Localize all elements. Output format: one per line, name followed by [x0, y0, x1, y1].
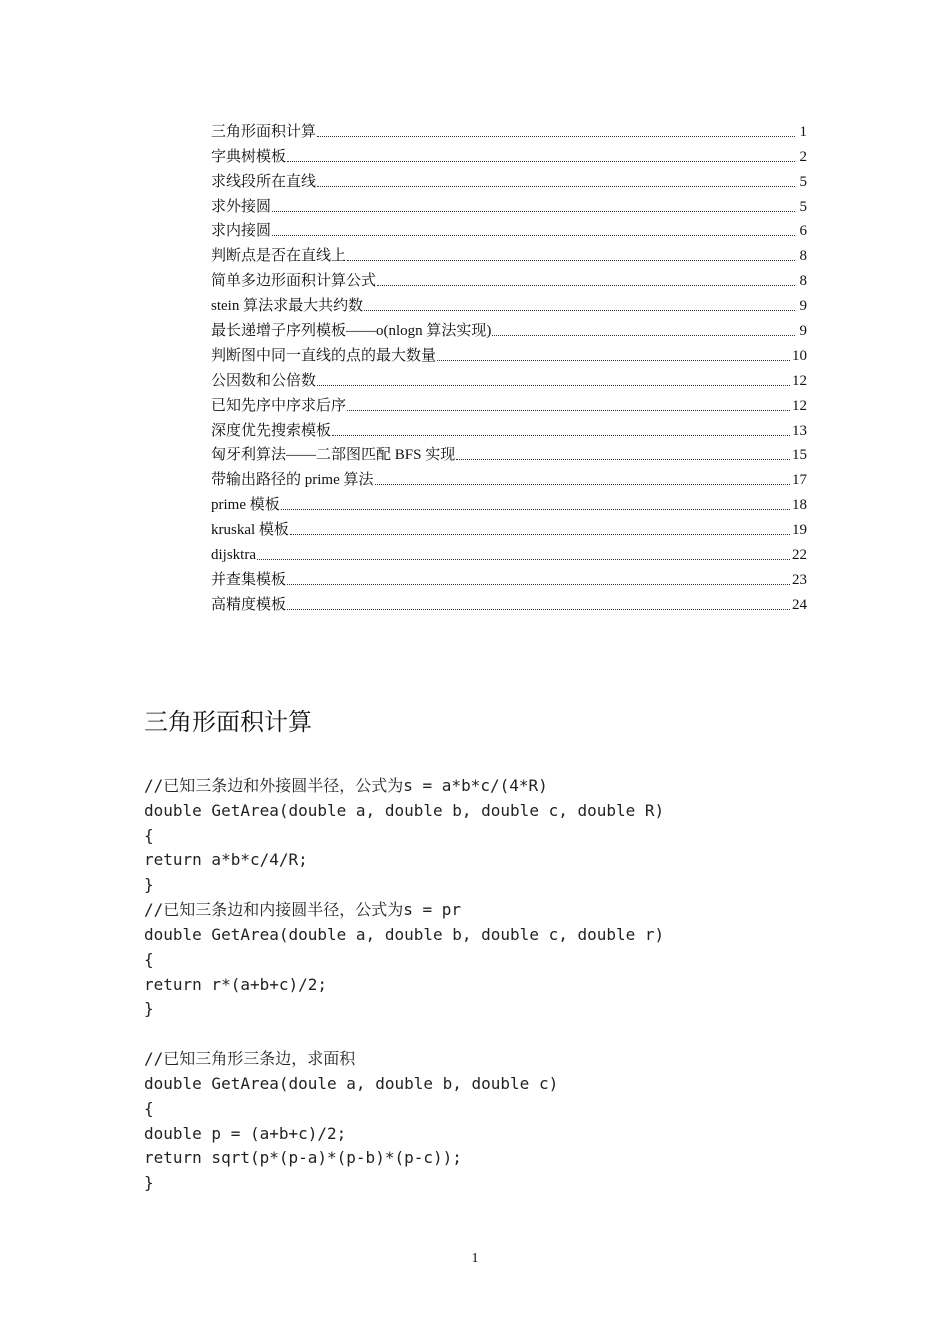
- toc-entry-page: 2: [799, 148, 807, 165]
- toc-entry-page: 5: [799, 198, 807, 215]
- toc-entry[interactable]: [211, 489, 807, 514]
- toc-dot-leader: [364, 310, 795, 311]
- toc-dot-leader: [272, 211, 795, 212]
- code-line: }: [144, 999, 154, 1019]
- code-line: {: [144, 1098, 154, 1118]
- toc-dot-leader: [287, 584, 790, 585]
- toc-entry-title: 简单多边形面积计算公式: [211, 273, 377, 290]
- toc-dot-leader: [272, 235, 795, 236]
- toc-entry-page: 13: [792, 422, 807, 439]
- toc-entry-page: 23: [792, 571, 807, 588]
- toc-entry-title: 已知先序中序求后序: [211, 397, 347, 414]
- code-line: //已知三条边和外接圆半径，公式为s = a*b*c/(4*R): [144, 776, 548, 795]
- page-number: 1: [471, 1251, 479, 1266]
- code-line: }: [144, 875, 154, 895]
- toc-entry[interactable]: [211, 116, 807, 141]
- toc-entry-page: 22: [792, 547, 807, 564]
- toc-entry-title: 并查集模板: [211, 571, 287, 588]
- toc-entry-page: 17: [792, 472, 807, 489]
- toc-dot-leader: [281, 509, 790, 510]
- toc-dot-leader: [456, 459, 790, 460]
- toc-entry[interactable]: [211, 191, 807, 216]
- toc-entry-title: 字典树模板: [211, 148, 287, 165]
- code-line: double GetArea(double a, double b, double c, double R): [144, 800, 665, 820]
- toc-dot-leader: [375, 484, 791, 485]
- toc-entry-page: 24: [792, 596, 807, 613]
- toc-entry[interactable]: [211, 539, 807, 564]
- toc-entry[interactable]: [211, 464, 807, 489]
- toc-entry-page: 9: [799, 323, 807, 340]
- section-heading: 三角形面积计算: [144, 708, 312, 736]
- toc-entry[interactable]: [211, 141, 807, 166]
- toc-entry[interactable]: [211, 514, 807, 539]
- toc-entry-page: 5: [799, 173, 807, 190]
- toc-entry[interactable]: [211, 240, 807, 265]
- toc-dot-leader: [290, 534, 790, 535]
- toc-dot-leader: [347, 260, 795, 261]
- toc-dot-leader: [437, 360, 790, 361]
- toc-entry-title: 求线段所在直线: [211, 173, 317, 190]
- toc-dot-leader: [347, 410, 790, 411]
- toc-entry-title: dijsktra: [211, 547, 256, 564]
- toc-entry[interactable]: [211, 166, 807, 191]
- toc-dot-leader: [332, 435, 790, 436]
- toc-entry-page: 8: [799, 273, 807, 290]
- toc-entry-title: 求内接圆: [211, 223, 272, 240]
- toc-entry[interactable]: [211, 589, 807, 614]
- toc-entry-page: 12: [792, 372, 807, 389]
- toc-entry[interactable]: [211, 365, 807, 390]
- code-line: //已知三角形三条边，求面积: [144, 1049, 356, 1069]
- toc-entry-page: 15: [792, 447, 807, 464]
- toc-dot-leader: [492, 335, 795, 336]
- toc-dot-leader: [317, 385, 790, 386]
- toc-dot-leader: [287, 609, 790, 610]
- toc-entry-title: 深度优先搜索模板: [211, 422, 332, 439]
- toc-entry-title: prime 模板: [211, 497, 280, 514]
- code-line: {: [144, 825, 154, 845]
- toc-entry[interactable]: [211, 315, 807, 340]
- toc-dot-leader: [257, 559, 790, 560]
- toc-entry[interactable]: [211, 216, 807, 241]
- toc-entry[interactable]: [211, 265, 807, 290]
- toc-entry-page: 1: [799, 123, 807, 140]
- toc-entry[interactable]: [211, 415, 807, 440]
- code-block: [144, 774, 844, 1196]
- toc-entry-title: 判断点是否在直线上: [211, 248, 347, 265]
- toc-entry-title: kruskal 模板: [211, 522, 289, 539]
- toc-entry[interactable]: [211, 440, 807, 465]
- toc-entry-page: 10: [792, 347, 807, 364]
- code-line: return r*(a+b+c)/2;: [144, 974, 328, 994]
- toc-entry-page: 19: [792, 522, 807, 539]
- toc-entry[interactable]: [211, 290, 807, 315]
- toc-dot-leader: [317, 186, 795, 187]
- toc-entry-title: 判断图中同一直线的点的最大数量: [211, 347, 437, 364]
- code-line: [144, 1022, 844, 1047]
- code-line: {: [144, 949, 154, 969]
- toc-entry-page: 8: [799, 248, 807, 265]
- toc-entry-title: 带输出路径的 prime 算法: [211, 472, 374, 489]
- toc-entry-title: 求外接圆: [211, 198, 272, 215]
- code-line: }: [144, 1173, 154, 1193]
- toc-entry-title: 匈牙利算法——二部图匹配 BFS 实现: [211, 447, 456, 464]
- toc-entry[interactable]: [211, 564, 807, 589]
- toc-dot-leader: [377, 285, 795, 286]
- code-line: double p = (a+b+c)/2;: [144, 1123, 347, 1143]
- toc-entry-page: 6: [799, 223, 807, 240]
- toc-entry-title: 三角形面积计算: [211, 123, 317, 140]
- toc-entry-page: 12: [792, 397, 807, 414]
- toc-entry[interactable]: [211, 340, 807, 365]
- code-line: double GetArea(double a, double b, double c, double r): [144, 924, 665, 944]
- code-line: double GetArea(doule a, double b, double c): [144, 1073, 559, 1093]
- toc-entry-title: 公因数和公倍数: [211, 372, 317, 389]
- toc-entry-title: stein 算法求最大共约数: [211, 298, 364, 315]
- toc-entry-title: 高精度模板: [211, 596, 287, 613]
- toc-entry-title: 最长递增子序列模板——o(nlogn 算法实现): [211, 323, 492, 340]
- code-line: return sqrt(p*(p-a)*(p-b)*(p-c));: [144, 1148, 462, 1168]
- code-line: //已知三条边和内接圆半径，公式为s = pr: [144, 900, 462, 920]
- toc-entry-page: 18: [792, 497, 807, 514]
- table-of-contents: [211, 116, 807, 614]
- toc-entry-page: 9: [799, 298, 807, 315]
- code-line: return a*b*c/4/R;: [144, 850, 308, 870]
- toc-dot-leader: [287, 161, 795, 162]
- toc-entry[interactable]: [211, 390, 807, 415]
- toc-dot-leader: [317, 136, 795, 137]
